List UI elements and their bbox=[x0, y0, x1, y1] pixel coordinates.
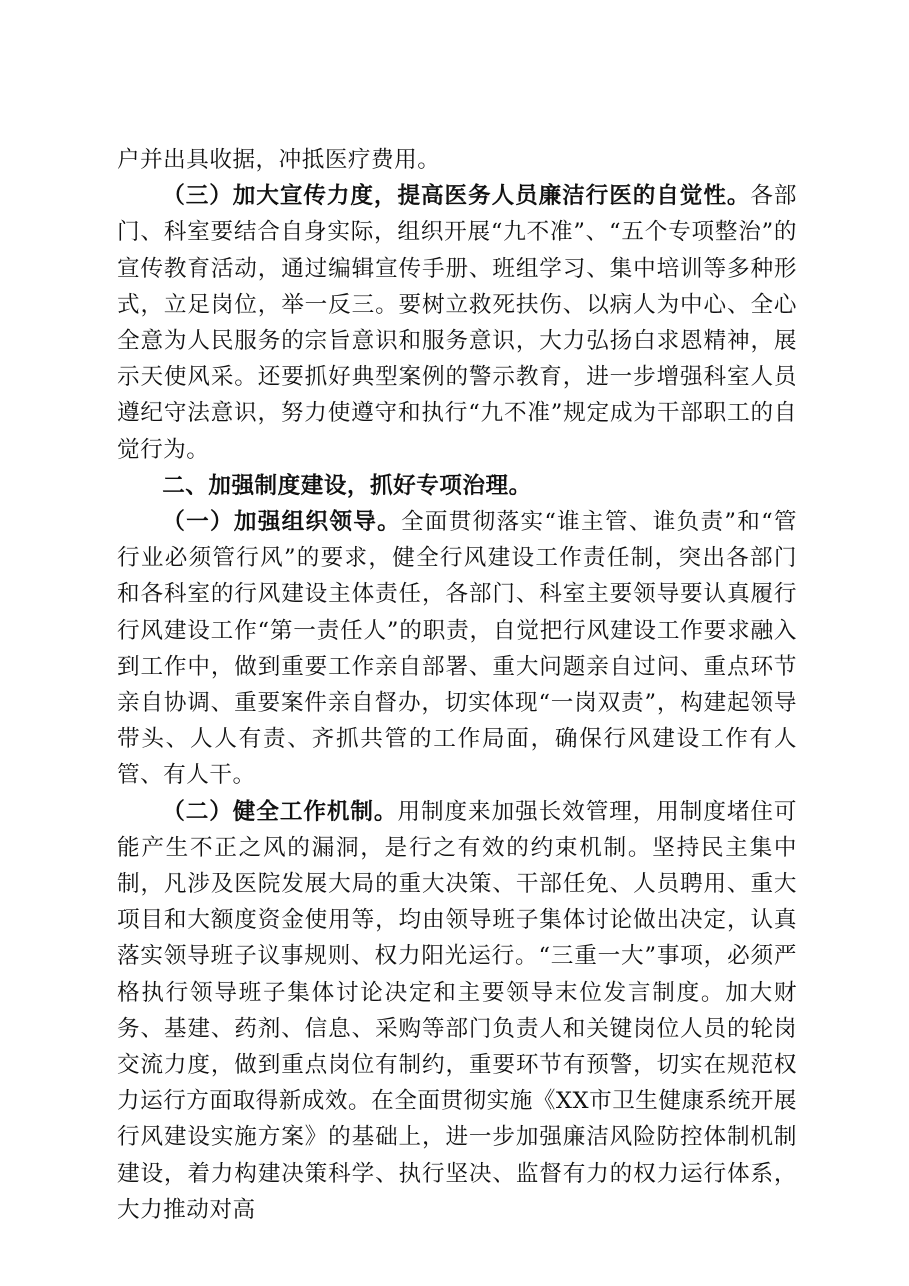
paragraph-mechanism bbox=[117, 794, 797, 1228]
paragraph-text: 户并出具收据，冲抵医疗费用。 bbox=[117, 147, 441, 173]
paragraph-continuation bbox=[117, 142, 797, 178]
document-body bbox=[117, 142, 797, 1228]
paragraph-leadership bbox=[117, 504, 797, 794]
paragraph-publicity bbox=[117, 178, 797, 468]
paragraph-text: 各部门、科室要结合自身实际，组织开展“九不准”、“五个专项整治”的宣传教育活动，通过编辑宣传手册、班组学习、集中培训等多种形式，立足岗位，举一反三。要树立救死扶伤、以病人为中心、全心全意为人民服务的宗旨意识和服务意识，大力弘扬白求恩精神，展示天使风采。还要抓好典型案例的警示教育，进一步增强科室人员遵纪守法意识，努力使遵守和执行“九不准”规定成为干部职工的自觉行为。 bbox=[117, 183, 798, 463]
paragraph-text: 全面贯彻落实“谁主管、谁负责”和“管行业必须管行风”的要求，健全行风建设工作责任制，突出各部门和各科室的行风建设主体责任，各部门、科室主要领导要认真履行行风建设工作“第一责任人”的职责，自觉把行风建设工作要求融入到工作中，做到重要工作亲自部署、重大问题亲自过问、重点环节亲自协调、重要案件亲自督办，切实体现“一岗双责”，构建起领导带头、人人有责、齐抓共管的工作局面，确保行风建设工作有人管、有人干。 bbox=[117, 509, 798, 789]
paragraph-text: 用制度来加强长效管理，用制度堵住可能产生不正之风的漏洞，是行之有效的约束机制。坚持民主集中制，凡涉及医院发展大局的重大决策、干部任免、人员聘用、重大项目和大额度资金使用等，均由领导班子集体讨论做出决定，认真落实领导班子议事规则、权力阳光运行。“三重一大”事项，必须严格执行领导班子集体讨论决定和主要领导末位发言制度。加大财务、基建、药剂、信息、采购等部门负责人和关键岗位人员的轮岗交流力度，做到重点岗位有制约，重要环节有预警，切实在规范权力运行方面取得新成效。在全面贯彻实施《XX市卫生健康系统开展行风建设实施方案》的基础上，进一步加强廉洁风险防控体制机制建设，着力构建决策科学、执行坚决、监督有力的权力运行体系，大力推动对高 bbox=[117, 798, 798, 1223]
paragraph-lead: （一）加强组织领导。 bbox=[162, 509, 402, 536]
paragraph-lead: （三）加大宣传力度，提高医务人员廉洁行医的自觉性。 bbox=[162, 183, 751, 210]
section-heading: 二、加强制度建设，抓好专项治理。 bbox=[162, 472, 532, 499]
paragraph-lead: （二）健全工作机制。 bbox=[162, 798, 398, 825]
